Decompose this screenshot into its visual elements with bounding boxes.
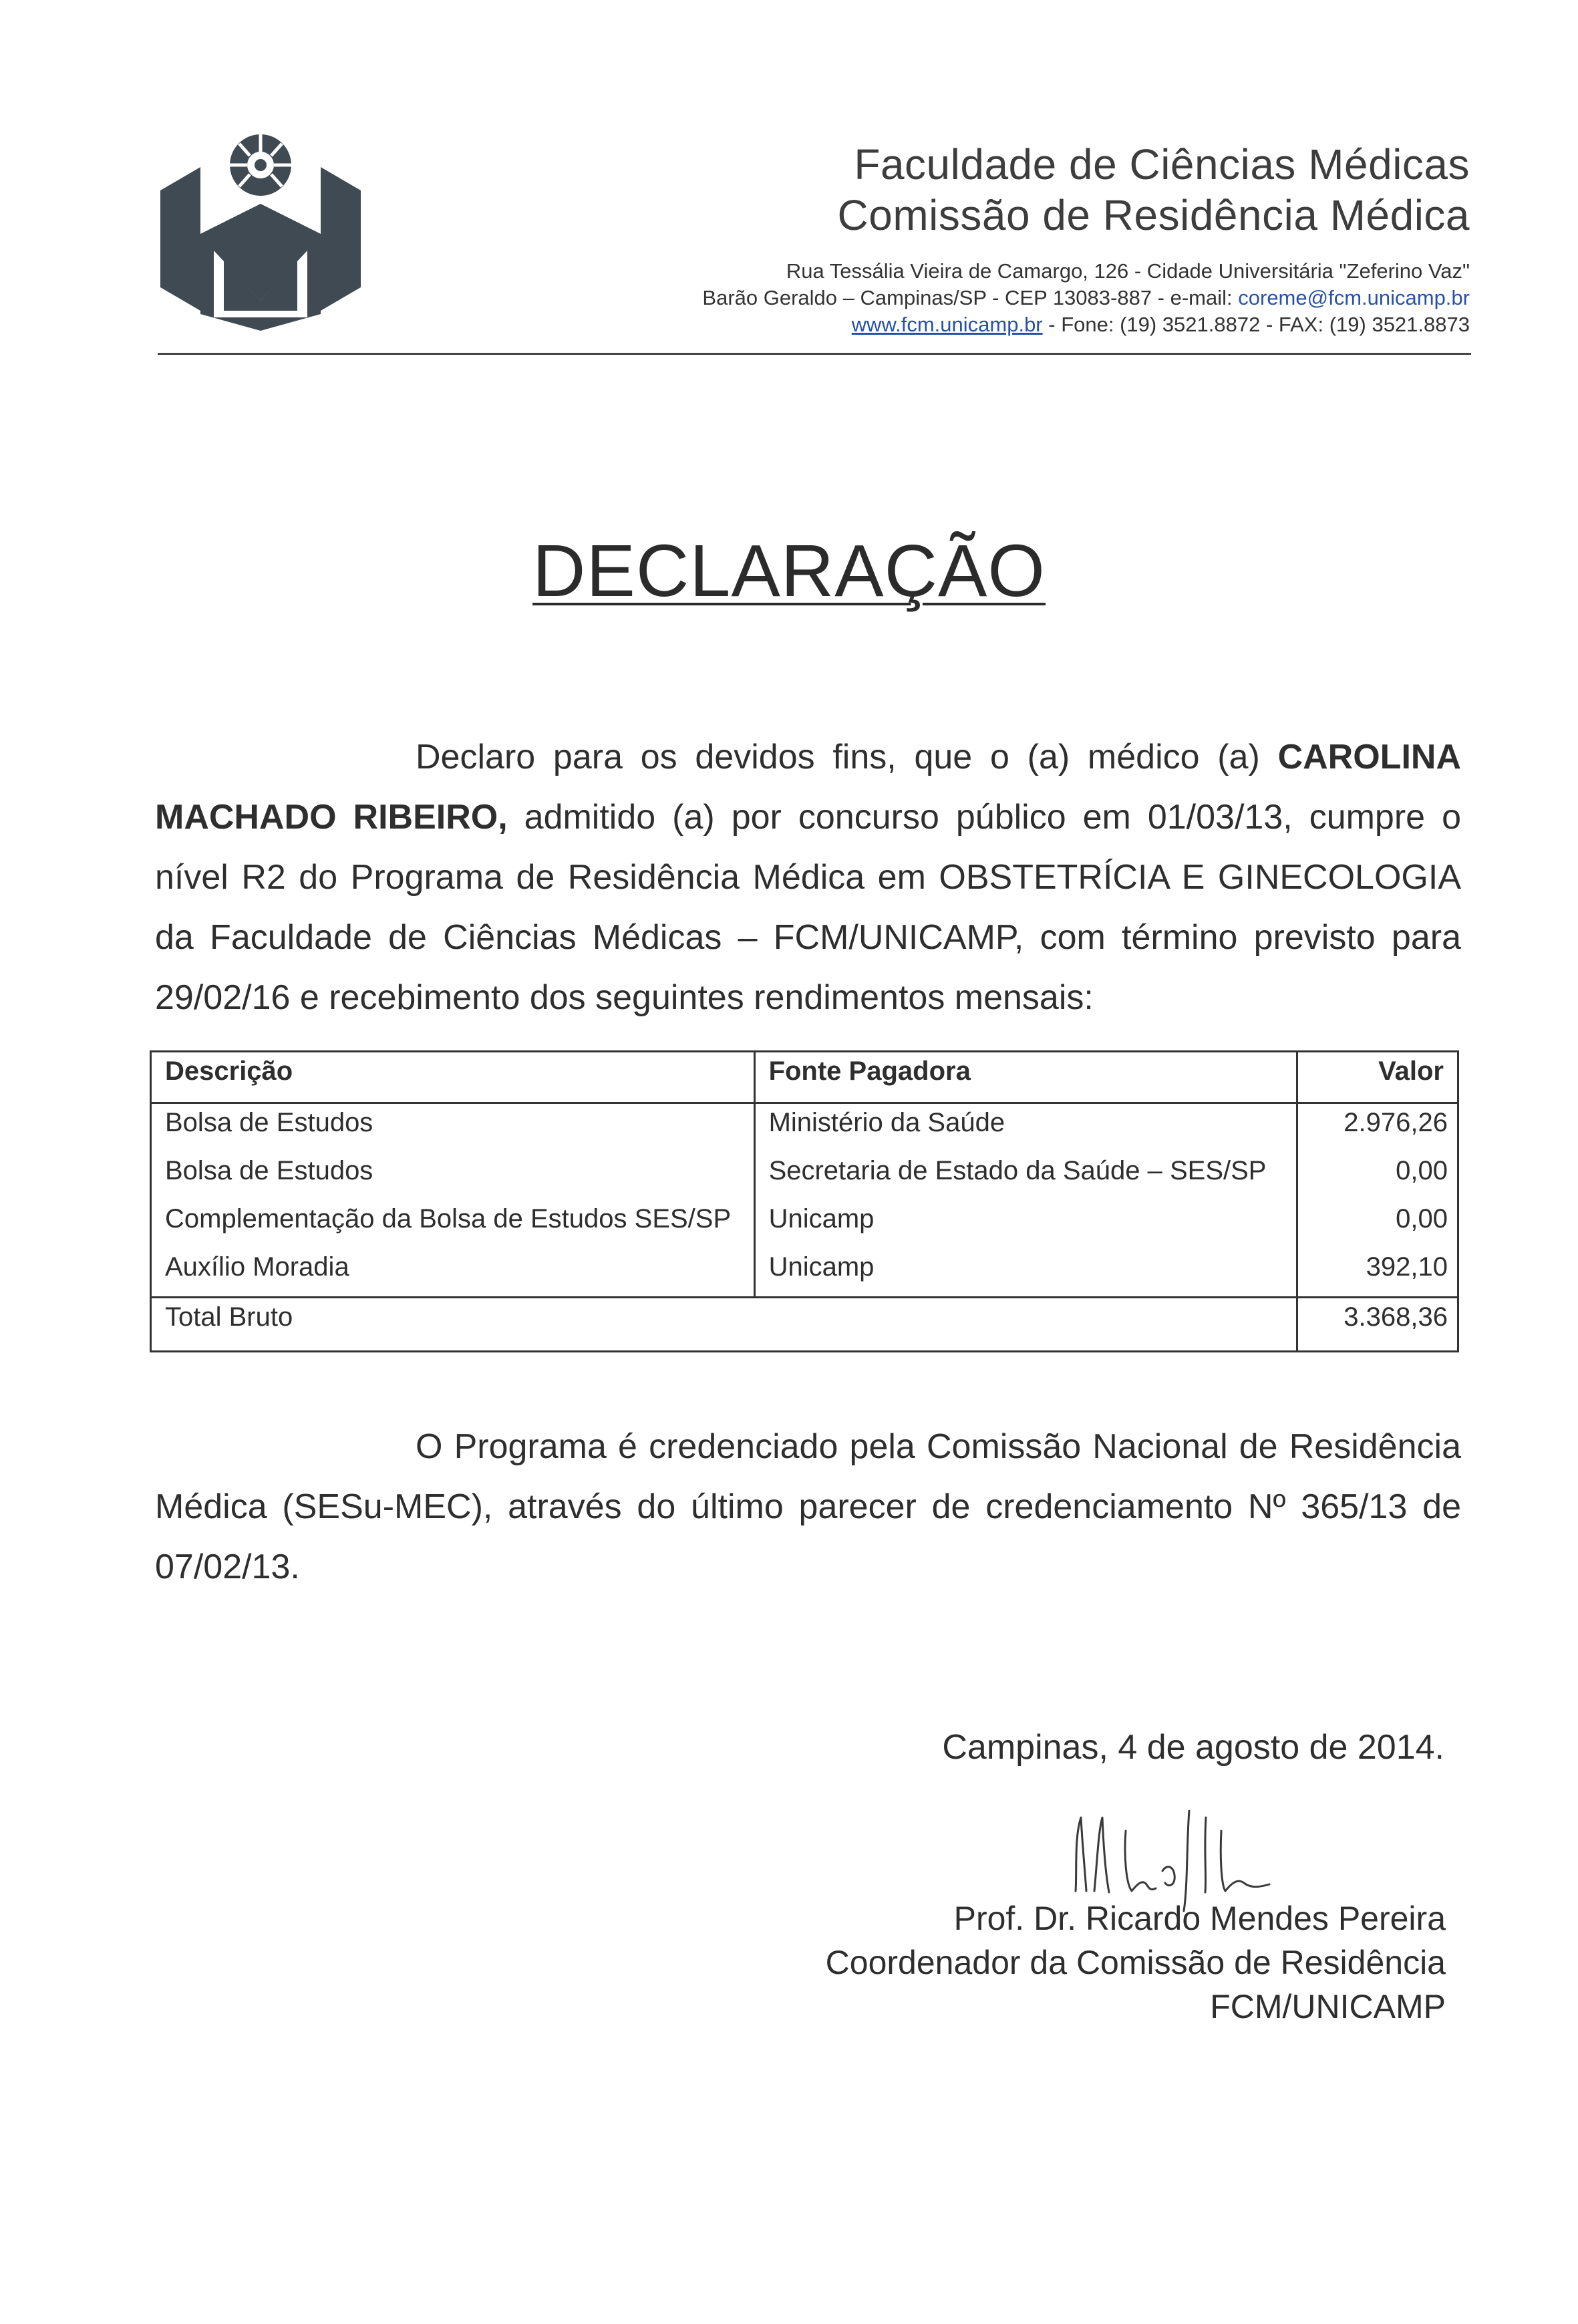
header-source: Fonte Pagadora (754, 1052, 1297, 1103)
letterhead (468, 139, 1470, 338)
total-value: 3.368,36 (1297, 1298, 1458, 1352)
signer-name: Prof. Dr. Ricardo Mendes Pereira (953, 1900, 1446, 1937)
table-header-row (151, 1052, 1458, 1103)
website-link[interactable]: www.fcm.unicamp.br (851, 313, 1043, 336)
row-description: Auxílio Moradia (151, 1248, 755, 1298)
row-description: Bolsa de Estudos (151, 1103, 755, 1153)
institution-name: Faculdade de Ciências Médicas (854, 140, 1470, 188)
address-line-2 (468, 285, 1470, 311)
income-table (150, 1050, 1459, 1352)
row-description: Bolsa de Estudos (151, 1152, 755, 1200)
row-value: 392,10 (1297, 1248, 1458, 1298)
address-line-3 (468, 311, 1470, 338)
declaration-body: admitido (a) por concurso público em 01/03/13, cumpre o nível R2 do Programa de Residência Médica em OBSTETRÍCIA E GINECOLOGIA da Faculdade de Ciências Médicas – FCM/UNICAMP, com término previsto para 29/02/16 e recebimento dos seguintes rendimentos mensais: (155, 798, 1461, 1017)
document-title (0, 528, 1578, 615)
total-label: Total Bruto (151, 1298, 1297, 1352)
accreditation-text: O Programa é credenciado pela Comissão Nacional de Residência Médica (SESu-MEC), através do último parecer de credenciamento Nº 365/13 de 07/02/13. (155, 1427, 1461, 1586)
address-line-2-text: Barão Geraldo – Campinas/SP - CEP 13083-887 - e-mail: (702, 286, 1239, 309)
phone-fax: - Fone: (19) 3521.8872 - FAX: (19) 3521.8873 (1042, 313, 1470, 336)
row-source: Unicamp (754, 1200, 1297, 1248)
signer-role: Coordenador da Comissão de Residência (825, 1944, 1446, 1981)
row-value: 2.976,26 (1297, 1103, 1458, 1153)
signer-org: FCM/UNICAMP (1210, 1988, 1446, 2025)
row-value: 0,00 (1297, 1200, 1458, 1248)
physician-name: CAROLINA MACHADO RIBEIRO, (155, 738, 1461, 837)
signer-block (826, 1896, 1446, 2029)
row-source: Unicamp (754, 1248, 1297, 1298)
row-source: Ministério da Saúde (754, 1103, 1297, 1153)
table-row (151, 1103, 1458, 1153)
table-row (151, 1152, 1458, 1200)
header-description: Descrição (151, 1052, 755, 1103)
document-title-text: DECLARAÇÃO (532, 530, 1046, 612)
address-line-1: Rua Tessália Vieira de Camargo, 126 - Cidade Universitária "Zeferino Vaz" (786, 259, 1470, 283)
accreditation-paragraph (155, 1417, 1461, 1597)
email-link[interactable]: coreme@fcm.unicamp.br (1238, 286, 1470, 309)
table-row (151, 1200, 1458, 1248)
header-divider (158, 353, 1471, 355)
commission-name: Comissão de Residência Médica (837, 191, 1470, 239)
row-source: Secretaria de Estado da Saúde – SES/SP (754, 1152, 1297, 1200)
table-row (151, 1248, 1458, 1298)
unicamp-logo (160, 117, 361, 331)
declaration-paragraph (155, 727, 1461, 1028)
total-row (151, 1298, 1458, 1352)
declaration-intro: Declaro para os devidos fins, que o (a) médico (a) (416, 738, 1278, 776)
row-description: Complementação da Bolsa de Estudos SES/SP (151, 1200, 755, 1248)
header-value: Valor (1297, 1052, 1458, 1103)
row-value: 0,00 (1297, 1152, 1458, 1200)
date-line: Campinas, 4 de agosto de 2014. (942, 1728, 1444, 1767)
